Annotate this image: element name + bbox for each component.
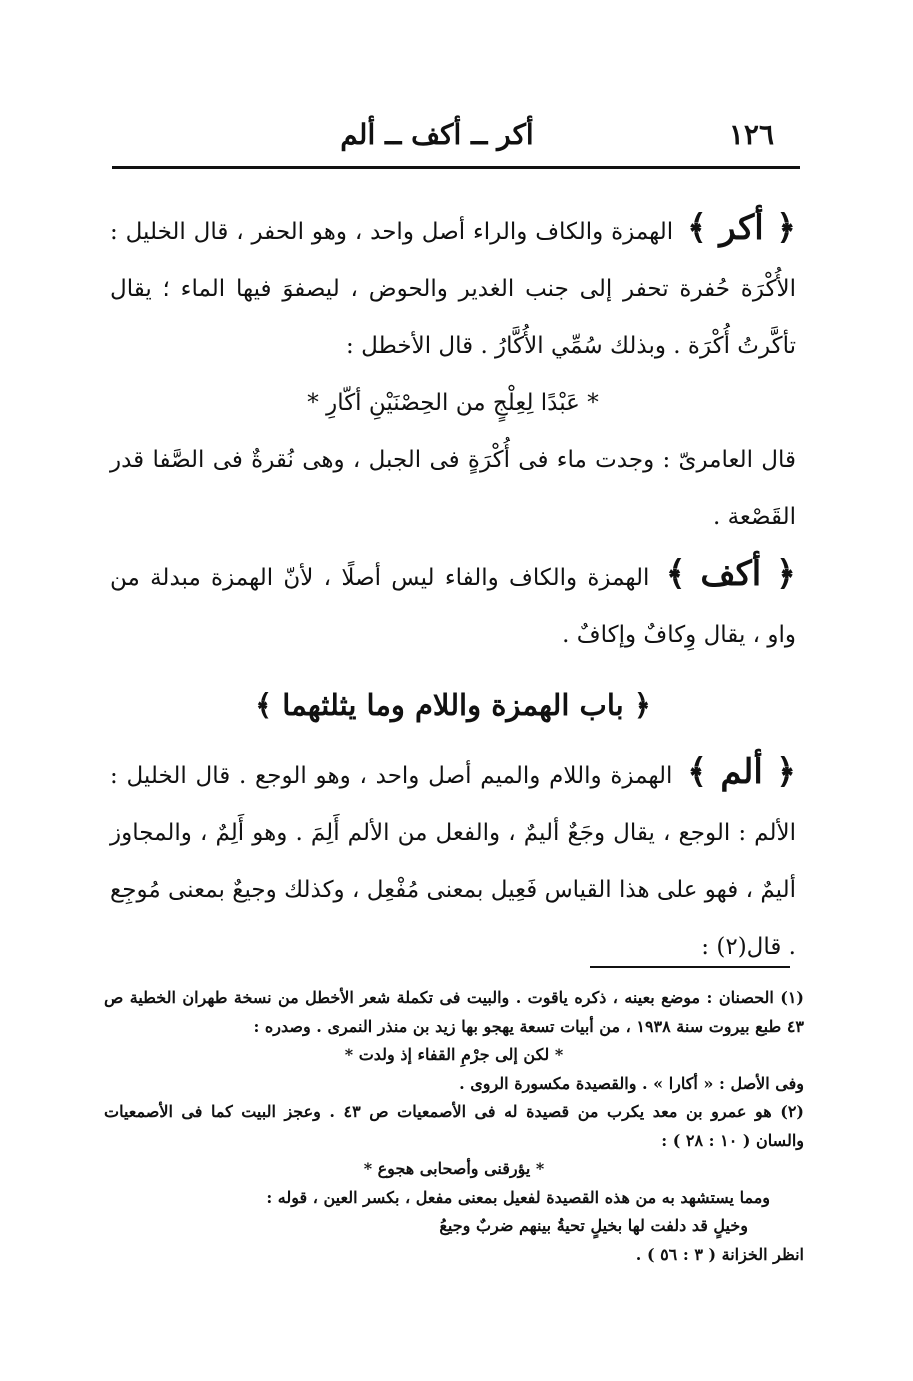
running-title: أكر ــ أكف ــ ألم <box>340 118 534 151</box>
chapter-heading: ﴿ باب الهمزة واللام وما يثلثهما ﴾ <box>255 688 651 722</box>
header-rule <box>112 166 800 169</box>
verse-akhtal: * عَبْدًا لِعِلْجٍ من الحِصْنَيْنِ أكّارِ * <box>307 390 599 416</box>
main-text <box>110 200 796 976</box>
footnote-2-c: انظر الخزانة ( ٣ : ٥٦ ) . <box>635 1244 804 1264</box>
entry-head-alm: ﴿ ألم ﴾ <box>687 752 797 792</box>
entry-akr <box>110 200 796 375</box>
entry-akf-text: الهمزة والكاف والفاء ليس أصلًا ، لأنّ الهمزة مبدلة من واو ، يقال وِكافٌ وإكافٌ . <box>110 565 796 648</box>
footnote-1: (١) الحصنان : موضع بعينه ، ذكره ياقوت . والبيت فى تكملة شعر الأخطل من نسخة طهران الخطية ص ٤٣ طبع بيروت سنة ١٩٣٨ ، من أبيات تسعة يهجو بها زيد بن منذر النمرى . وصدره : <box>104 988 804 1036</box>
page-header <box>112 118 800 164</box>
footnote-2-verse2: وخيلٍ قد دلفت لها بخيلٍ تحيةُ بينهم ضربٌ وجيعُ <box>439 1216 748 1235</box>
footnote-2-b: ومما يستشهد به من هذه القصيدة لفعيل بمعنى مفعل ، بكسر العين ، قوله : <box>266 1187 770 1207</box>
entry-akr-amiri: قال العامرىّ : وجدت ماء فى أُكْرَةٍ فى الجبل ، وهى نُقرةٌ فى الصَّفا قدر القَصْعة . <box>110 447 796 530</box>
page-number: ١٢٦ <box>728 118 774 151</box>
entry-head-akr: ﴿ أكر ﴾ <box>687 208 796 248</box>
entry-akf <box>110 546 796 664</box>
entry-alm-text: الهمزة واللام والميم أصل واحد ، وهو الوجع . قال الخليل : الألم : الوجع ، يقال وجَعٌ أليمٌ ، والفعل من الألم أَلِمَ . وهو أَلِمٌ ، والمجاوز أليمٌ ، فهو على هذا القياس فَعِيل بمعنى مُفْعِل ، وكذلك وجيعٌ بمعنى مُوجِع . قال(٢) : <box>110 763 796 960</box>
footnotes <box>104 984 804 1269</box>
footnote-2-verse: * يؤرقنى وأصحابى هجوع * <box>363 1159 545 1178</box>
footnote-2: (٢) هو عمرو بن معد يكرب من قصيدة له فى الأصمعيات ص ٤٣ . وعجز البيت كما فى الأصمعيات والسان ( ١٠ : ٢٨ ) : <box>104 1102 804 1150</box>
entry-head-akf: ﴿ أكف ﴾ <box>665 554 796 594</box>
footnote-1-b: وفى الأصل : « أكارا » . والقصيدة مكسورة الروى . <box>459 1073 804 1093</box>
entry-alm <box>110 744 796 976</box>
entry-akr-text: الهمزة والكاف والراء أصل واحد ، وهو الحفر ، قال الخليل : الأُكْرَة حُفرة تحفر إلى جنب الغدير والحوض ، ليصفوَ فيها الماء ؛ يقال تأكَّرتُ أُكْرَة . وبذلك سُمِّي الأُكَّارُ . قال الأخطل : <box>110 219 796 359</box>
footnote-1-verse: * لكن إلى جرْمِ القفاء إذ ولدت * <box>344 1045 564 1064</box>
footnote-rule <box>590 966 790 968</box>
